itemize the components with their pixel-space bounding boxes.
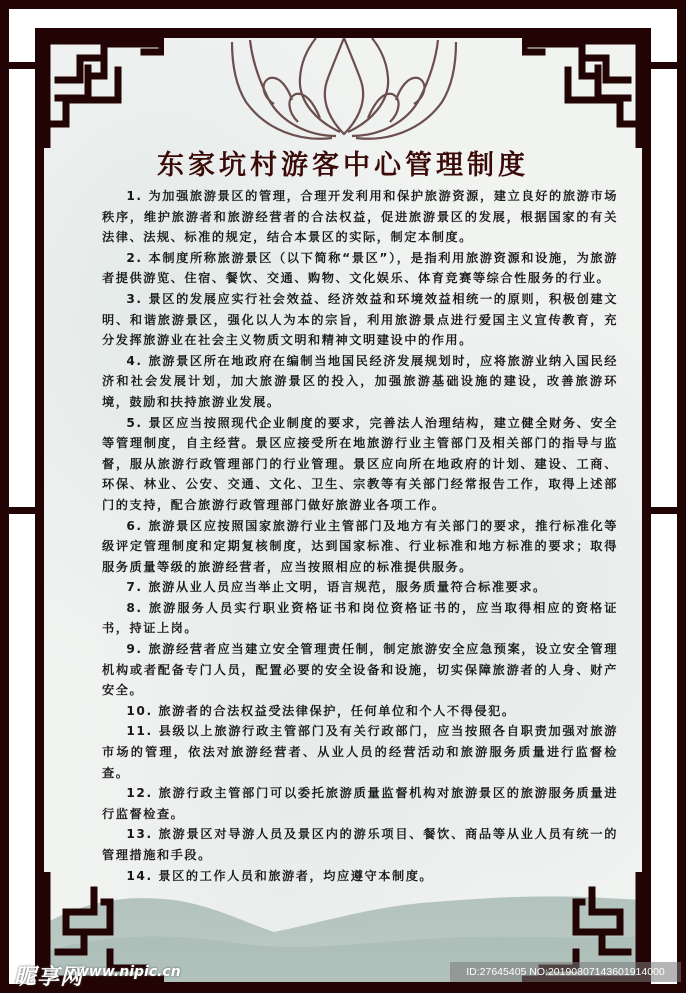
fretwork-corner-icon <box>522 38 642 148</box>
fretwork-corner-icon <box>44 38 164 148</box>
frame-crossbar <box>9 62 35 69</box>
regulation-item: 10. 旅游者的合法权益受法律保护，任何单位和个人不得侵犯。 <box>126 703 516 718</box>
frame-crossbar <box>9 507 35 514</box>
regulation-item: 11. 县级以上旅游行政主管部门及有关行政部门，应当按照各自职责加强对旅游市场的管理，依法对旅游经营者、从业人员的经营活动和旅游服务质量进行监督检查。 <box>102 724 618 780</box>
regulation-item: 4. 旅游景区所在地政府在编制当地国民经济发展规划时，应将旅游业纳入国民经济和社会发展计划，加大旅游景区的投入，加强旅游基础设施的建设，改善旅游环境，鼓励和扶持旅游业发展。 <box>102 353 618 409</box>
regulation-item: 5. 景区应当按照现代企业制度的要求，完善法人治理结构，建立健全财务、安全等管理制度，自主经营。景区应接受所在地旅游行业主管部门及相关部门的指导与监督，服从旅游行政管理部门的行业管理。景区应向所在地政府的计划、建设、工商、环保、林业、公安、交通、文化、卫生、宗教等有关部门经常报告工作，取得上述部门的支持，配合旅游行政管理部门做好旅游业各项工作。 <box>102 415 618 512</box>
page-title: 东家坑村游客中心管理制度 <box>157 150 529 181</box>
regulation-item: 7. 旅游从业人员应当举止文明，语言规范，服务质量符合标准要求。 <box>126 580 547 595</box>
regulations-body <box>102 186 618 886</box>
watermark-logo: 昵享网 <box>14 965 84 990</box>
regulation-item: 6. 旅游景区应按照国家旅游行业主管部门及地方有关部门的要求，推行标准化等级评定管理制度和定期复核制度，达到国家标准、行业标准和地方标准的要求；取得服务质量等级的旅游经营者，应当按照相应的标准提供服务。 <box>102 518 618 574</box>
regulation-item: 3. 景区的发展应实行社会效益、经济效益和环境效益相统一的原则，积极创建文明、和谐旅游景区，强化以人为本的宗旨，利用旅游景点进行爱国主义宣传教育，充分发挥旅游业在社会主义物质文明和精神文明建设中的作用。 <box>102 291 618 348</box>
notice-board <box>44 38 642 982</box>
frame-crossbar <box>651 507 677 514</box>
regulation-item: 8. 旅游服务人员实行职业资格证书和岗位资格证书的，应当取得相应的资格证书，持证上岗。 <box>102 600 618 636</box>
regulation-item: 13. 旅游景区对导游人员及景区内的游乐项目、餐饮、商品等从业人员有统一的管理措施和手段。 <box>102 827 618 862</box>
lotus-ornament-icon <box>228 38 460 142</box>
regulation-item: 12. 旅游行政主管部门可以委托旅游质量监督机构对旅游景区的旅游服务质量进行监督检查。 <box>102 786 618 821</box>
watermark-url: www.nipic.cn <box>76 964 181 980</box>
regulation-item: 1. 为加强旅游景区的管理，合理开发利用和保护旅游资源，建立良好的旅游市场秩序，维护旅游者和旅游经营者的合法权益，促进旅游景区的发展，根据国家的有关法律、法规、标准的规定，结合本景区的实际，制定本制度。 <box>102 189 618 245</box>
frame-crossbar <box>651 62 677 69</box>
watermark-id: ID:27645405 NO:20190807143601914000 <box>450 962 681 982</box>
regulation-item: 9. 旅游经营者应当建立安全管理责任制，制定旅游安全应急预案，设立安全管理机构或者配备专门人员，配置必要的安全设备和设施，切实保障旅游者的人身、财产安全。 <box>102 642 618 698</box>
regulation-item: 2. 本制度所称旅游景区（以下简称“景区”），是指利用旅游资源和设施，为旅游者提供游览、住宿、餐饮、交通、购物、文化娱乐、体育竞赛等综合性服务的行业。 <box>102 250 618 286</box>
regulation-item: 14. 景区的工作人员和旅游者，均应遵守本制度。 <box>126 868 434 883</box>
